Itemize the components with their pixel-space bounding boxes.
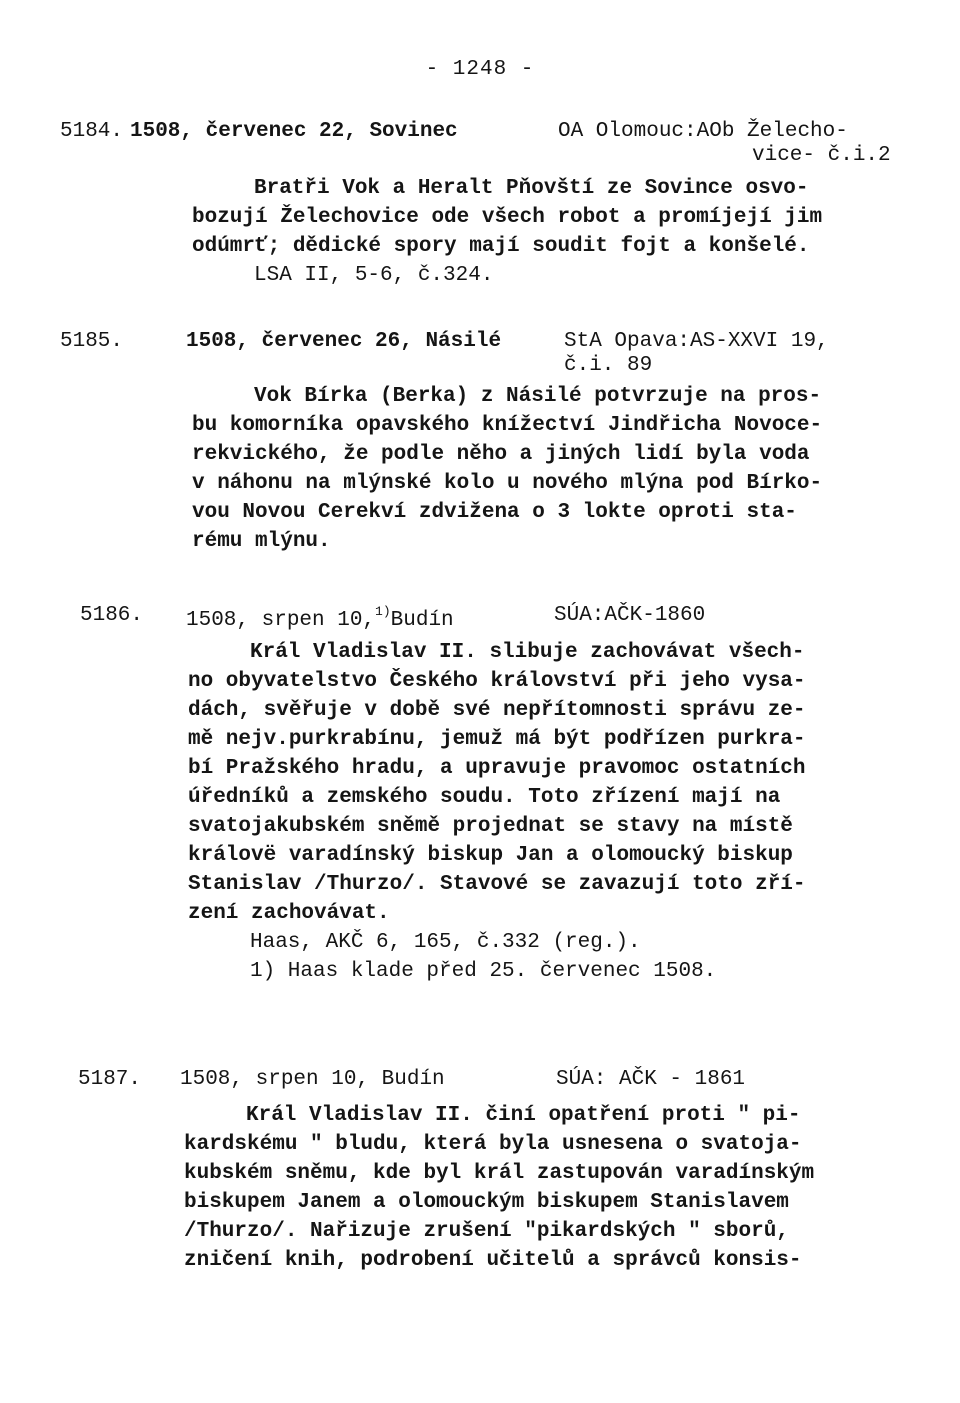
- archive-source: [558, 120, 891, 168]
- archive-source-line: OA Olomouc:AOb Želecho-: [558, 120, 848, 143]
- text-line: rému mlýnu.: [192, 530, 331, 553]
- text-line: rekvického, že podle něho a jiných lidí byla voda: [192, 443, 810, 466]
- entry-date-text: 1508, srpen 10,: [186, 609, 376, 632]
- entry-number: 5187.: [78, 1068, 142, 1091]
- citation: LSA II, 5-6, č.324.: [254, 264, 494, 287]
- archive-source-line: vice- č.i.2: [752, 144, 891, 167]
- text-line: Král Vladislav II. činí opatření proti " pi-: [246, 1104, 801, 1127]
- text-line: zničení knih, podrobení učitelů a správců konsis-: [184, 1249, 802, 1272]
- footnote: 1) Haas klade před 25. červenec 1508.: [250, 960, 717, 983]
- text-line: kubském sněmu, kde byl král zastupován varadínským: [184, 1162, 815, 1185]
- text-line: zení zachovávat.: [188, 902, 390, 925]
- text-line: bozují Želechovice ode všech robot a promíjejí jim: [192, 206, 823, 229]
- text-line: Vok Bírka (Berka) z Násilé potvrzuje na pros-: [254, 385, 822, 408]
- text-line: bí Pražského hradu, a upravuje pravomoc ostatních: [188, 757, 806, 780]
- text-line: svatojakubském sněmě projednat se stavy na místě: [188, 815, 793, 838]
- entry-text: [188, 638, 806, 986]
- text-line: bu komorníka opavského knížectví Jindřicha Novoce-: [192, 414, 823, 437]
- text-line: úředníků a zemského soudu. Toto zřízení mají na: [188, 786, 781, 809]
- entry-text: [192, 174, 822, 290]
- archive-source-line: SÚA:AČK-1860: [554, 604, 706, 627]
- text-line: vou Novou Cerekví zdvižena o 3 lokte oproti sta-: [192, 501, 797, 524]
- entry-text: [192, 382, 822, 556]
- text-line: Bratři Vok a Heralt Pňovští ze Sovince osvo-: [254, 177, 809, 200]
- text-line: biskupem Janem a olomouckým biskupem Stanislavem: [184, 1191, 789, 1214]
- archive-source-line: č.i. 89: [564, 354, 653, 377]
- archive-source: [556, 1068, 745, 1092]
- text-line: /Thurzo/. Nařizuje zrušení "pikardských " sborů,: [184, 1220, 789, 1243]
- text-line: Stanislav /Thurzo/. Stavové se zavazují toto zří-: [188, 873, 806, 896]
- text-line: mě nejv.purkrabínu, jemuž má být podřízen purkra-: [188, 728, 806, 751]
- text-line: dách, svěřuje v době své nepřítomnosti správu ze-: [188, 699, 806, 722]
- text-line: no obyvatelstvo Českého království při jeho vysa-: [188, 670, 806, 693]
- archive-source-line: SÚA: AČK - 1861: [556, 1068, 746, 1091]
- text-line: odúmrť; dědické spory mají soudit fojt a konšelé.: [192, 235, 810, 258]
- page-number: - 1248 -: [425, 58, 535, 81]
- entry-date: 1508, červenec 26, Násilé: [186, 330, 502, 353]
- text-line: královë varadínský biskup Jan a olomoucký biskup: [188, 844, 793, 867]
- entry-number: 5184.: [60, 120, 124, 143]
- entry-number: 5186.: [80, 604, 144, 627]
- footnote-marker: 1): [375, 604, 391, 619]
- citation: Haas, AKČ 6, 165, č.332 (reg.).: [250, 931, 641, 954]
- archive-source: [554, 604, 705, 628]
- entry-place: Budín: [390, 609, 454, 632]
- entry-text: [184, 1101, 814, 1275]
- entry-date: 1508, srpen 10, Budín: [180, 1068, 445, 1091]
- entry-date: 1508, červenec 22, Sovinec: [130, 120, 458, 143]
- entry-number: 5185.: [60, 330, 124, 353]
- text-line: kardskému " bludu, která byla usnesena o svatoja-: [184, 1133, 802, 1156]
- text-line: v náhonu na mlýnské kolo u nového mlýna pod Bírko-: [192, 472, 823, 495]
- archive-source-line: StA Opava:AS-XXVI 19,: [564, 330, 829, 353]
- entry-date: [186, 604, 454, 632]
- text-line: Král Vladislav II. slibuje zachovávat všech-: [250, 641, 805, 664]
- archive-source: [564, 330, 829, 378]
